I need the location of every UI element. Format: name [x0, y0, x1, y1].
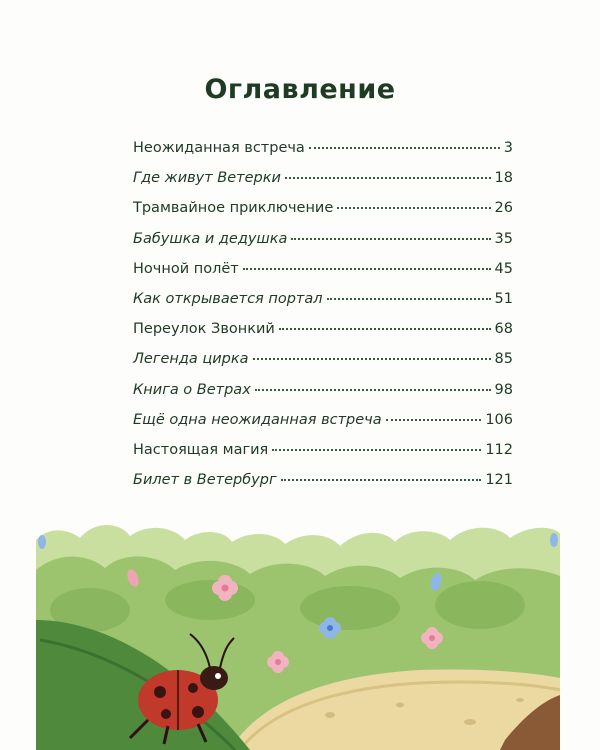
page-number: 51 — [494, 290, 513, 307]
page-number: 85 — [494, 351, 513, 368]
dot-leader — [255, 389, 491, 391]
chapter-title: Переулок Звонкий — [133, 321, 275, 338]
page-number: 3 — [503, 140, 513, 156]
toc-entry[interactable] — [133, 351, 513, 381]
chapter-title: Бабушка и дедушка — [133, 230, 288, 247]
page-number: 35 — [494, 230, 513, 247]
page-number: 106 — [485, 411, 513, 428]
page-number: 45 — [494, 260, 513, 277]
chapter-title: Легенда цирка — [133, 351, 249, 368]
chapter-title: Где живут Ветерки — [133, 170, 281, 187]
dot-leader — [337, 207, 490, 209]
chapter-title: Ещё одна неожиданная встреча — [133, 411, 382, 428]
dot-leader — [281, 479, 482, 481]
toc-entry[interactable] — [133, 261, 513, 291]
chapter-title: Билет в Ветербург — [133, 472, 277, 489]
toc-entry[interactable] — [133, 170, 513, 200]
dot-leader — [285, 177, 491, 179]
toc-entry[interactable] — [133, 472, 513, 502]
dot-leader — [291, 238, 490, 240]
page-number: 68 — [494, 321, 513, 338]
toc-entry[interactable] — [133, 200, 513, 230]
chapter-title: Книга о Ветрах — [133, 381, 251, 398]
dot-leader — [309, 147, 500, 149]
page-number: 26 — [494, 200, 513, 217]
dot-leader — [253, 358, 491, 360]
chapter-title: Трамвайное приключение — [133, 200, 334, 217]
toc-entry[interactable] — [133, 382, 513, 412]
page-number: 121 — [485, 472, 513, 489]
page-number: 18 — [494, 170, 513, 187]
dot-leader — [327, 298, 491, 300]
dot-leader — [243, 268, 491, 270]
toc-entry[interactable] — [133, 140, 513, 170]
toc-entry[interactable] — [133, 442, 513, 472]
toc-entry[interactable] — [133, 231, 513, 261]
dot-leader — [386, 419, 482, 421]
toc-entry[interactable] — [133, 321, 513, 351]
meadow-illustration — [0, 500, 600, 750]
dot-leader — [272, 449, 481, 451]
chapter-title: Как открывается портал — [133, 290, 323, 307]
chapter-title: Настоящая магия — [133, 441, 269, 458]
page-number: 112 — [485, 441, 513, 458]
toc-entry[interactable] — [133, 412, 513, 442]
page-title: Оглавление — [204, 74, 396, 105]
table-of-contents — [133, 140, 513, 502]
chapter-title: Неожиданная встреча — [133, 140, 305, 156]
dot-leader — [279, 328, 491, 330]
chapter-title: Ночной полёт — [133, 260, 239, 277]
page-number: 98 — [494, 381, 513, 398]
toc-entry[interactable] — [133, 291, 513, 321]
